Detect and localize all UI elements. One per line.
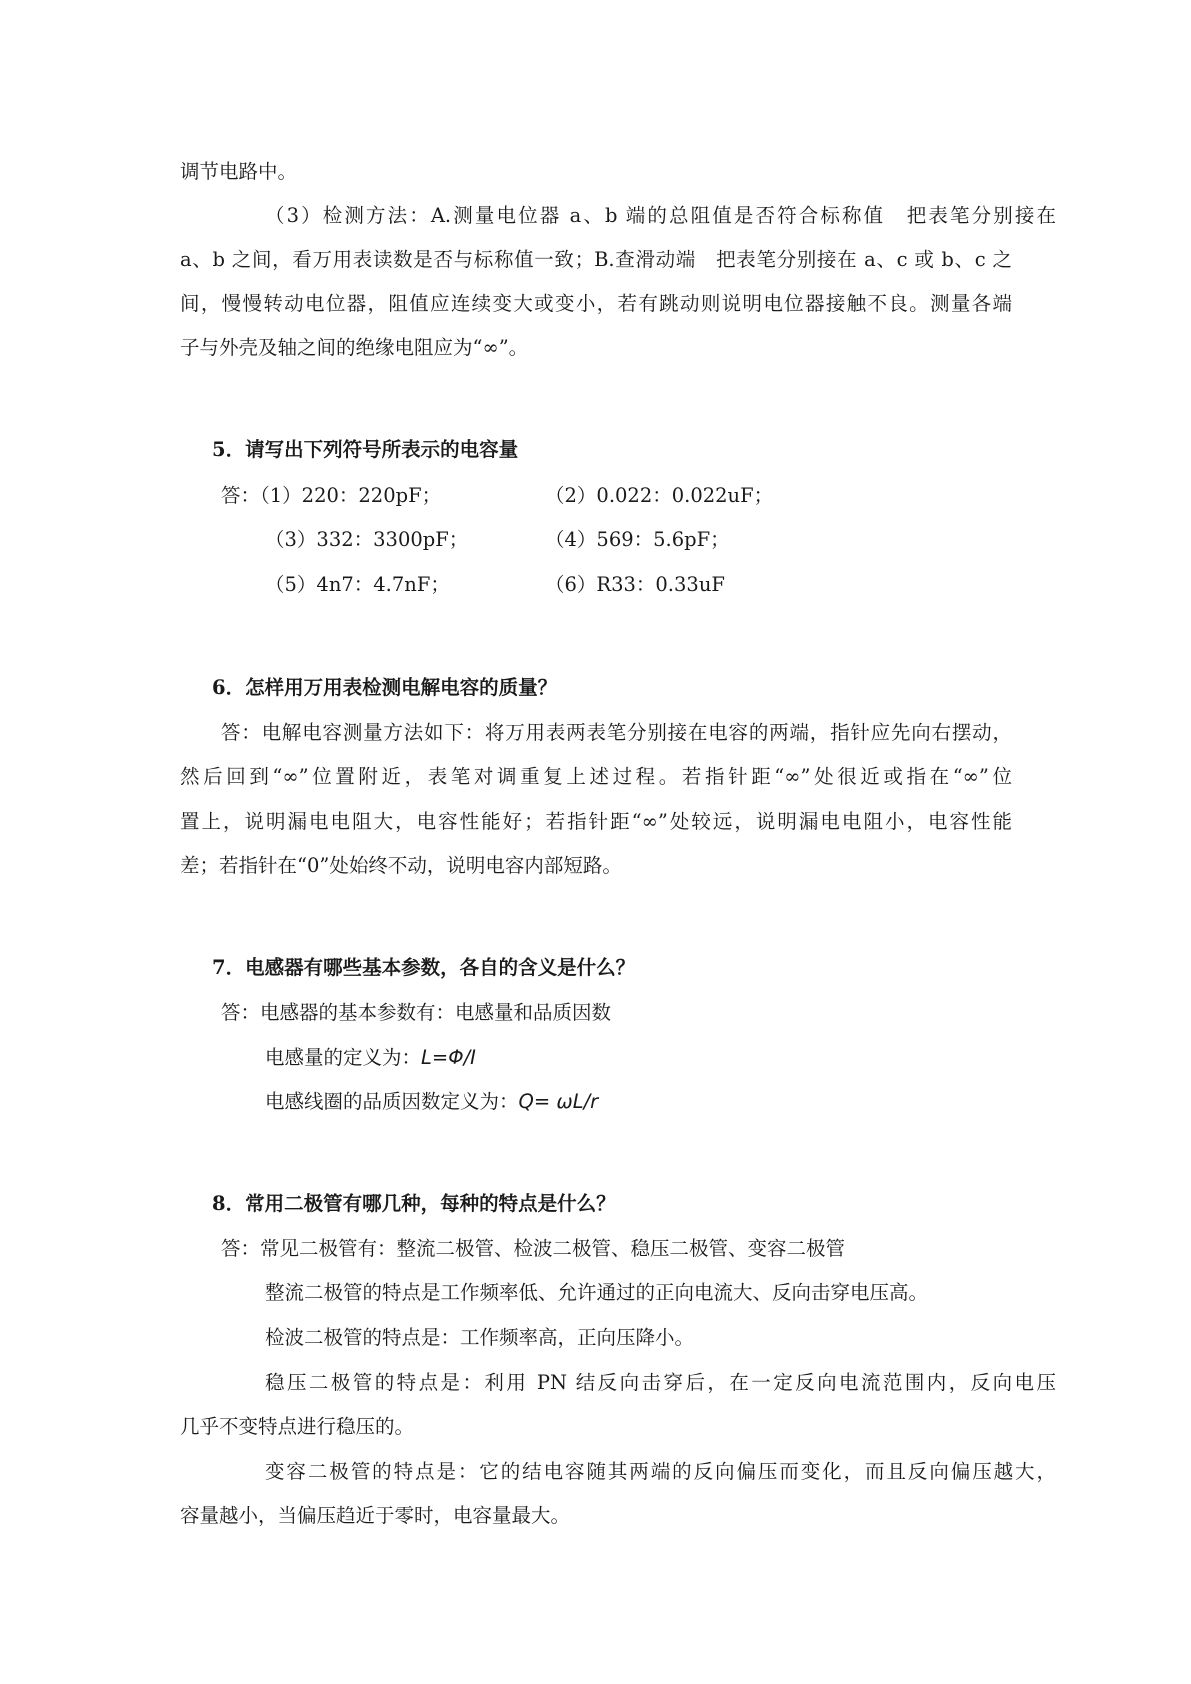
paragraph-line: 容量越小，当偏压趋近于零时，电容量最大。 bbox=[180, 1504, 571, 1527]
paragraph-line: 子与外壳及轴之间的绝缘电阻应为“∞”。 bbox=[180, 336, 529, 359]
paragraph-line: 然后回到“∞”位置附近，表笔对调重复上述过程。若指针距“∞”处很近或指在“∞”位 bbox=[180, 765, 1012, 788]
question-6-title: 6．怎样用万用表检测电解电容的质量？ bbox=[212, 676, 558, 699]
answer-item: （4）569：5.6pF； bbox=[545, 528, 730, 551]
paragraph-line: （3）检测方法：A.测量电位器 a、b 端的总阻值是否符合标称值 把表笔分别接在 bbox=[265, 204, 1056, 227]
answer-item: （1）220：220pF； bbox=[260, 484, 442, 507]
question-7-title: 7．电感器有哪些基本参数，各自的含义是什么？ bbox=[212, 956, 636, 979]
question-8-title: 8．常用二极管有哪几种，每种的特点是什么？ bbox=[212, 1192, 616, 1215]
answer-item: （2）0.022：0.022uF； bbox=[545, 484, 774, 507]
paragraph-line: 答：电解电容测量方法如下：将万用表两表笔分别接在电容的两端，指针应先向右摆动， bbox=[221, 721, 1012, 744]
paragraph-line: 差；若指针在“0”处始终不动，说明电容内部短路。 bbox=[180, 854, 622, 877]
paragraph-line: 几乎不变特点进行稳压的。 bbox=[180, 1415, 415, 1438]
paragraph-line: 变容二极管的特点是：它的结电容随其两端的反向偏压而变化，而且反向偏压越大， bbox=[265, 1460, 1056, 1483]
paragraph-line: 调节电路中。 bbox=[180, 160, 298, 183]
paragraph-line: 答：常见二极管有：整流二极管、检波二极管、稳压二极管、变容二极管 bbox=[221, 1237, 846, 1260]
paragraph-line: 答：电感器的基本参数有：电感量和品质因数 bbox=[221, 1001, 612, 1024]
answer-row bbox=[221, 484, 441, 508]
paragraph-line: 稳压二极管的特点是：利用 PN 结反向击穿后，在一定反向电流范围内，反向电压 bbox=[265, 1371, 1056, 1394]
formula-line bbox=[265, 1046, 476, 1070]
answer-item: （3）332：3300pF； bbox=[265, 528, 469, 551]
paragraph-line: 整流二极管的特点是工作频率低、允许通过的正向电流大、反向击穿电压高。 bbox=[265, 1281, 929, 1304]
paragraph-line: 间，慢慢转动电位器，阻值应连续变大或变小，若有跳动则说明电位器接触不良。测量各端 bbox=[180, 292, 1012, 315]
quality-factor-formula: Q= ωL/r bbox=[518, 1090, 599, 1113]
question-5-title: 5．请写出下列符号所表示的电容量 bbox=[212, 438, 519, 461]
formula-label: 电感量的定义为： bbox=[265, 1046, 422, 1069]
formula-label: 电感线圈的品质因数定义为： bbox=[265, 1090, 519, 1113]
answer-label: 答： bbox=[221, 484, 261, 507]
paragraph-line: a、b 之间，看万用表读数是否与标称值一致；B.查滑动端 把表笔分别接在 a、c 或 b、c 之 bbox=[180, 248, 1012, 271]
answer-item: （6）R33：0.33uF bbox=[545, 573, 725, 596]
answer-item: （5）4n7：4.7nF； bbox=[265, 573, 450, 596]
paragraph-line: 检波二极管的特点是：工作频率高，正向压降小。 bbox=[265, 1326, 695, 1349]
paragraph-line: 置上，说明漏电电阻大，电容性能好；若指针距“∞”处较远，说明漏电电阻小，电容性能 bbox=[180, 810, 1012, 833]
formula-line bbox=[265, 1090, 598, 1114]
inductance-formula: L=Φ/I bbox=[421, 1046, 476, 1069]
